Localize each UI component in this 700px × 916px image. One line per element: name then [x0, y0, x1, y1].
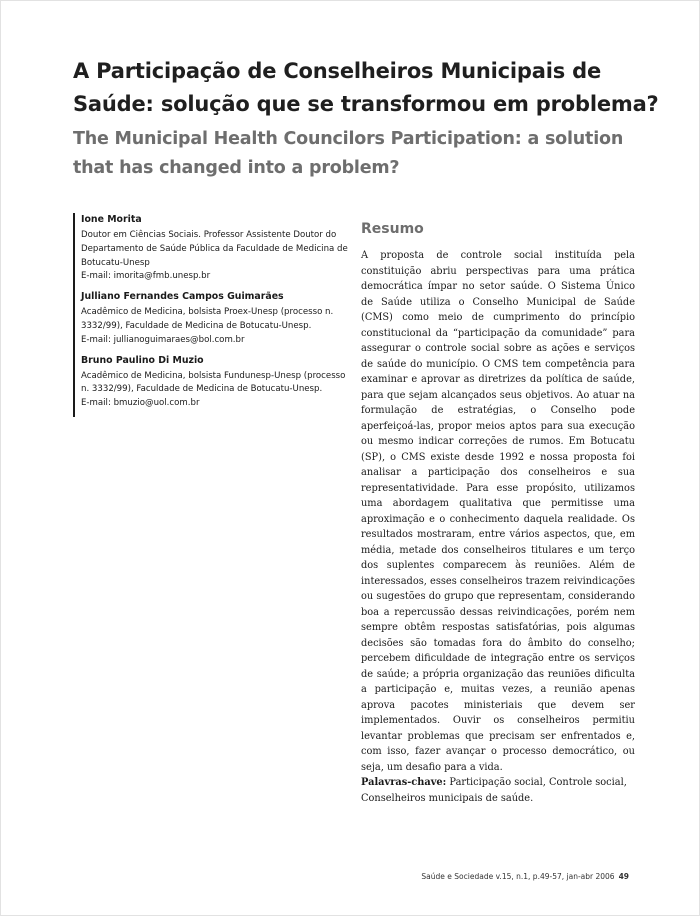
- author-entry: [81, 213, 351, 284]
- author-entry: [81, 354, 351, 411]
- abstract-heading: Resumo: [361, 221, 424, 237]
- author-name: Julliano Fernandes Campos Guimarães: [81, 291, 284, 303]
- abstract-section: [361, 219, 635, 806]
- author-email: E-mail: imorita@fmb.unesp.br: [81, 271, 211, 282]
- page-number: 49: [618, 872, 629, 881]
- keywords-label: Palavras-chave:: [361, 777, 447, 788]
- keywords-list: Participação social, Controle social, Conselheiros municipais de saúde.: [361, 777, 627, 804]
- author-block: [73, 213, 351, 417]
- article-title-english: The Municipal Health Councilors Participation: a solution that has changed into a problem?: [73, 129, 624, 178]
- author-affiliation: Acadêmico de Medicina, bolsista Proex-Unesp (processo n. 3332/99), Faculdade de Medicina de Botucatu-Unesp.: [81, 307, 334, 331]
- author-affiliation: Doutor em Ciências Sociais. Professor Assistente Doutor do Departamento de Saúde Pública da Faculdade de Medicina de Botucatu-Unesp: [81, 230, 348, 268]
- author-email: E-mail: bmuzio@uol.com.br: [81, 398, 200, 409]
- abstract-body: A proposta de controle social instituída pela constituição abriu perspectivas para uma prática democrática ímpar no setor saúde. O Sistema Único de Saúde utiliza o Conselho Municipal de Saúde (CMS) como meio de cumprimento do princípio constitucional da “participação da comunidade” para assegurar o controle social sobre as ações e serviços de saúde do município. O CMS tem competência para examinar e aprovar as diretrizes da política de saúde, para que sejam alcançados seus objetivos. Ao atuar na formulação de estratégias, o Conselho pode aperfeiçoá-las, propor meios aptos para sua execução ou mesmo indicar correções de rumos. Em Botucatu (SP), o CMS existe desde 1992 e nossa proposta foi analisar a participação dos conselheiros e sua representatividade. Para esse propósito, utilizamos uma abordagem qualitativa que permitisse uma aproximação e o conhecimento daquela realidade. Os resultados mostraram, entre vários aspectos, que, em média, metade dos conselheiros titulares e um terço dos suplentes comparecem às reuniões. Além de interessados, esses conselheiros trazem reivindicações ou sugestões do grupo que representam, considerando boa a repercussão dessas reivindicações, porém nem sempre obtêm respostas satisfatórias, pois algumas decisões são tomadas fora do âmbito do conselho; percebem dificuldade de integração entre os serviços de saúde; a própria organização das reuniões dificulta a participação e, muitas vezes, a reunião apenas aprova pacotes ministeriais que devem ser implementados. Ouvir os conselheiros permitiu levantar problemas que precisam ser enfrentados e, com isso, fazer avançar o processo democrático, ou seja, um desafio para a vida.: [361, 250, 635, 773]
- keywords: [361, 775, 635, 806]
- author-affiliation: Acadêmico de Medicina, bolsista Fundunesp-Unesp (processo n. 3332/99), Faculdade de Medicina de Botucatu-Unesp.: [81, 370, 346, 395]
- article-title-portuguese: A Participação de Conselheiros Municipais de Saúde: solução que se transformou em problema?: [73, 59, 659, 116]
- author-email: E-mail: jullianoguimaraes@bol.com.br: [81, 334, 245, 345]
- author-entry: [81, 290, 351, 347]
- author-name: Ione Morita: [81, 214, 142, 225]
- page-footer: [421, 871, 629, 883]
- journal-citation: Saúde e Sociedade v.15, n.1, p.49-57, jan-abr 2006: [421, 872, 615, 881]
- author-name: Bruno Paulino Di Muzio: [81, 354, 204, 366]
